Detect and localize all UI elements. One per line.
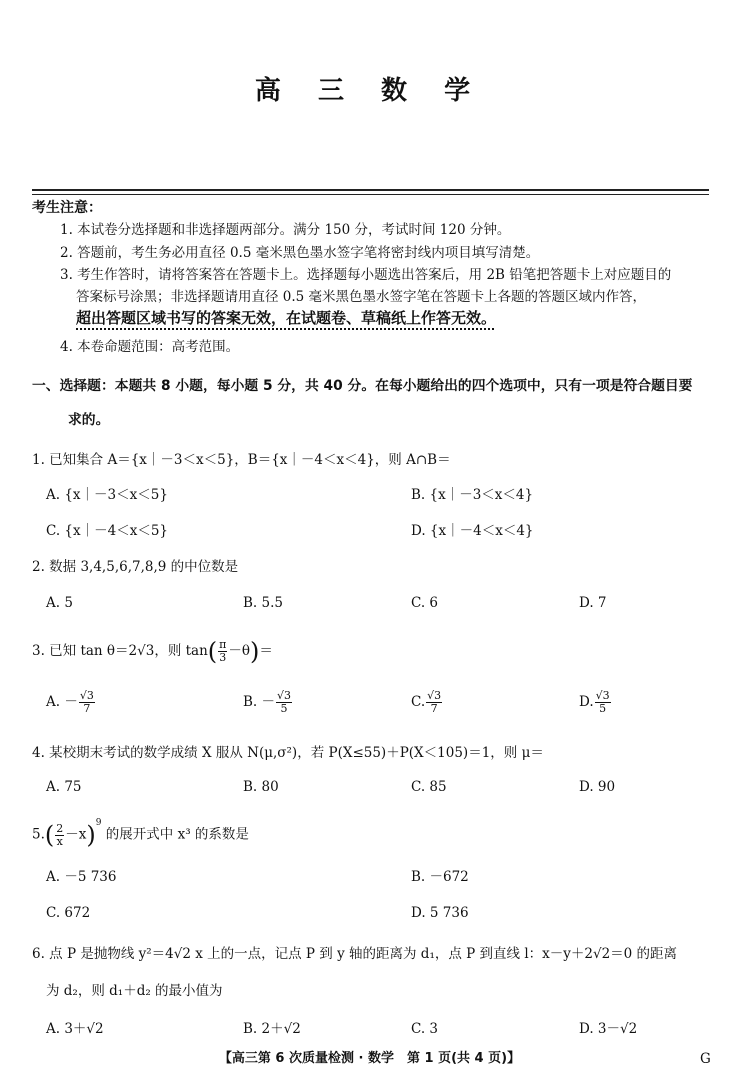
question-4-option-c: C. 85 <box>411 779 447 795</box>
fraction-denominator: x <box>56 834 63 848</box>
question-2-option-c: C. 6 <box>411 595 439 611</box>
question-6-option-b: B. 2＋√2 <box>243 1021 301 1037</box>
question-1-stem: 1. 已知集合 A＝{x｜－3＜x＜5}，B＝{x｜－4＜x＜4}，则 A∩B＝ <box>32 452 451 468</box>
fraction-numerator: √3 <box>427 689 442 702</box>
notice-item-3-emphasis: 超出答题区域书写的答案无效，在试题卷、草稿纸上作答无效。 <box>76 309 497 327</box>
question-4-option-d: D. 90 <box>579 779 616 795</box>
question-5-option-a: A. －5 736 <box>46 869 117 885</box>
question-5-stem <box>32 818 249 849</box>
notice-item-1: 1. 本试卷分选择题和非选择题两部分。满分 150 分，考试时间 120 分钟。 <box>60 222 511 238</box>
fraction <box>426 690 442 715</box>
question-5-option-c: C. 672 <box>46 905 91 921</box>
notice-item-3: 3. 考生作答时，请将答案答在答题卡上。选择题每小题选出答案后，用 2B 铅笔把答题卡上对应题目的 <box>60 267 672 283</box>
question-number: 5. <box>32 826 45 843</box>
minus-x: －x <box>65 826 87 843</box>
question-2-option-a: A. 5 <box>46 595 73 611</box>
fraction-denominator: 5 <box>280 702 288 715</box>
question-1-option-b: B. {x｜－3＜x＜4} <box>411 487 534 503</box>
equals-sign: ＝ <box>259 643 273 659</box>
fraction-numerator: π <box>219 638 227 651</box>
page-title: 高 三 数 学 <box>254 76 485 106</box>
question-3-stem-text: 3. 已知 tan θ＝2√3，则 tan <box>32 643 208 659</box>
header-rule-top <box>32 189 709 191</box>
notice-item-2: 2. 答题前，考生务必用直径 0.5 毫米黑色墨水签字笔将密封线内项目填写清楚。 <box>60 245 540 261</box>
question-2-option-b: B. 5.5 <box>243 595 283 611</box>
question-4-option-a: A. 75 <box>46 779 82 795</box>
pi-over-3-fraction <box>218 639 227 664</box>
fraction <box>276 690 292 715</box>
header-rule-bottom <box>32 194 709 195</box>
paren-open: ( <box>44 821 55 849</box>
fraction-numerator: √3 <box>595 689 610 702</box>
option-label: B. － <box>243 694 276 710</box>
notice-item-3-cont: 答案标号涂黑；非选择题请用直径 0.5 毫米黑色墨水签字笔在答题卡上各题的答题区域内作答， <box>76 289 647 305</box>
question-4-stem: 4. 某校期末考试的数学成绩 X 服从 N(μ,σ²)，若 P(X≤55)＋P(X＜105)＝1，则 μ＝ <box>32 745 544 761</box>
question-2-stem: 2. 数据 3,4,5,6,7,8,9 的中位数是 <box>32 559 239 575</box>
two-over-x-fraction <box>55 823 64 848</box>
fraction-numerator: √3 <box>277 689 292 702</box>
fraction-denominator: 5 <box>599 702 607 715</box>
notice-item-4: 4. 本卷命题范围：高考范围。 <box>60 339 240 355</box>
paren-close: ) <box>86 821 96 849</box>
notice-heading: 考生注意： <box>32 200 102 216</box>
option-label: C. <box>411 694 426 710</box>
paren-close: ) <box>250 637 260 666</box>
question-3-stem <box>32 639 273 664</box>
question-1-option-a: A. {x｜－3＜x＜5} <box>46 487 168 503</box>
fraction <box>595 690 611 715</box>
question-5-option-d: D. 5 736 <box>411 905 469 921</box>
fraction-denominator: 7 <box>83 702 91 715</box>
fraction-numerator: √3 <box>79 689 94 702</box>
question-1-option-c: C. {x｜－4＜x＜5} <box>46 523 169 539</box>
question-6-option-d: D. 3－√2 <box>579 1021 638 1037</box>
fraction-denominator: 7 <box>430 702 438 715</box>
question-6-stem-cont: 为 d₂，则 d₁＋d₂ 的最小值为 <box>46 983 223 999</box>
question-3-option-c <box>411 690 443 715</box>
paper-version-mark: G <box>700 1051 711 1067</box>
question-3-option-b <box>243 690 293 715</box>
page-footer: 【高三第 6 次质量检测 · 数学 第 1 页(共 4 页)】 <box>218 1051 521 1066</box>
question-6-option-a: A. 3＋√2 <box>46 1021 104 1037</box>
fraction-denominator: 3 <box>219 651 227 664</box>
fraction-numerator: 2 <box>56 821 64 835</box>
fraction <box>79 690 95 715</box>
question-3-option-a <box>46 690 96 715</box>
section-heading-cont: 求的。 <box>68 412 110 428</box>
paren-open: ( <box>207 637 218 666</box>
exponent: 9 <box>95 818 102 828</box>
question-3-option-d <box>579 690 612 715</box>
minus-theta: －θ <box>228 643 251 659</box>
question-4-option-b: B. 80 <box>243 779 279 795</box>
option-label: D. <box>579 694 594 710</box>
question-1-option-d: D. {x｜－4＜x＜4} <box>411 523 534 539</box>
question-6-stem: 6. 点 P 是抛物线 y²＝4√2 x 上的一点，记点 P 到 y 轴的距离为 d₁，点 P 到直线 l：x－y＋2√2＝0 的距离 <box>32 946 678 962</box>
question-2-option-d: D. 7 <box>579 595 607 611</box>
section-heading: 一、选择题：本题共 8 小题，每小题 5 分，共 40 分。在每小题给出的四个选项中，只有一项是符合题目要 <box>32 378 693 394</box>
question-5-option-b: B. －672 <box>411 869 469 885</box>
question-6-option-c: C. 3 <box>411 1021 439 1037</box>
option-label: A. － <box>46 694 78 710</box>
question-5-tail: 的展开式中 x³ 的系数是 <box>101 826 249 843</box>
